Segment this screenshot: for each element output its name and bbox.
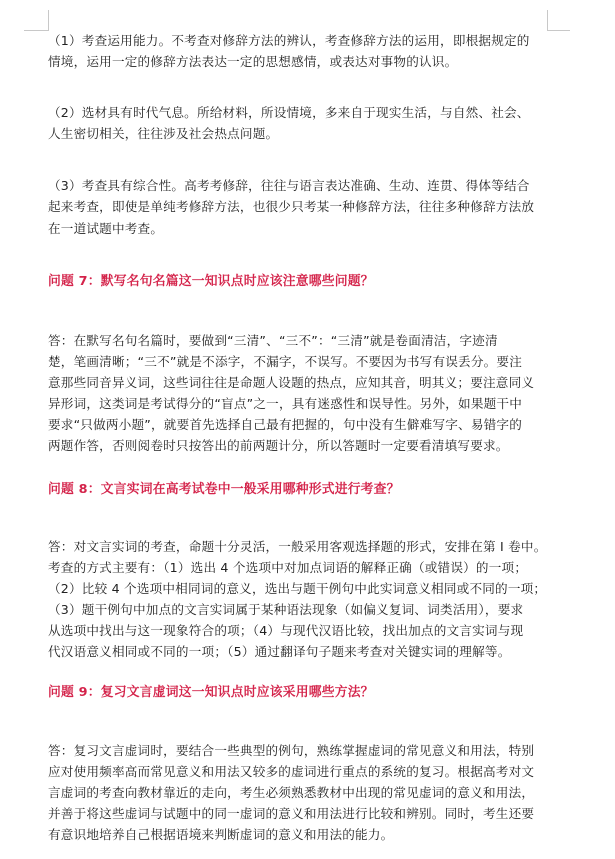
paragraph-3-line: 起来考查，即使是单纯考修辞方法，也很少只考某一种修辞方法，往往多种修辞方法放 bbox=[48, 199, 535, 214]
answer-9-line: 有意识地培养自己根据语境来判断虚词的意义和用法的能力。 bbox=[48, 827, 394, 842]
answer-9-line: 并善于将这些虚词与试题中的同一虚词的意义和用法进行比较和辨别。同时，考生还要 bbox=[48, 806, 535, 821]
answer-9-line: 应对使用频率高而常见意义和用法又较多的虚词进行重点的系统的复习。根据高考对文 bbox=[48, 764, 535, 779]
question-9-heading: 问题 9：复习文言虚词这一知识点时应该采用哪些方法？ bbox=[48, 685, 374, 700]
paragraph-2-line: （2）选材具有时代气息。所给材料，所设情境，多来自于现实生活，与自然、社会、 bbox=[48, 105, 530, 120]
paragraph-2-line: 人生密切相关，往往涉及社会热点问题。 bbox=[48, 126, 279, 141]
margin-corner-mark-top-right bbox=[547, 10, 570, 31]
answer-7-line: 要求“只做两小题”，就要首先选择自己最有把握的，句中没有生僻难写字、易错字的 bbox=[48, 417, 523, 432]
answer-8-line: （3）题干例句中加点的文言实词属于某种语法现象（如偏义复词、词类活用），要求 bbox=[48, 602, 524, 617]
answer-8-line: 代汉语意义相同或不同的一项；（5）通过翻译句子题来考查对关键实词的理解等。 bbox=[48, 644, 511, 659]
answer-8-line: 从选项中找出与这一现象符合的项；（4）与现代汉语比较，找出加点的文言实词与现 bbox=[48, 623, 524, 638]
answer-8-line: 答：对文言实词的考查，命题十分灵活，一般采用客观选择题的形式，安排在第 I 卷中。 bbox=[48, 539, 547, 554]
question-8-heading: 问题 8：文言实词在高考试卷中一般采用哪种形式进行考查？ bbox=[48, 482, 400, 497]
answer-9-line: 言虚词的考查向教材靠近的走向，考生必须熟悉教材中出现的常见虚词的意义和用法， bbox=[48, 785, 535, 800]
answer-9-line: 答：复习文言虚词时，要结合一些典型的例句，熟练掌握虚词的常见意义和用法，特别 bbox=[48, 743, 535, 758]
answer-7-line: 意那些同音异义词，这些词往往是命题人设题的热点，应知其音，明其义；要注意同义 bbox=[48, 375, 535, 390]
question-7-heading: 问题 7：默写名句名篇这一知识点时应该注意哪些问题？ bbox=[48, 274, 374, 289]
paragraph-1-line: 情境，运用一定的修辞方法表达一定的思想感情，或表达对事物的认识。 bbox=[48, 54, 458, 69]
answer-8-line: （2）比较 4 个选项中相同词的意义，选出与题干例句中此实词意义相同或不同的一项； bbox=[48, 581, 547, 596]
answer-8-line: 考查的方式主要有：（1）选出 4 个选项中对加点词语的解释正确（或错误）的一项； bbox=[48, 560, 528, 575]
answer-7-line: 答：在默写名句名篇时，要做到“三清”、“三不”：“三清”就是卷面清洁，字迹清 bbox=[48, 333, 498, 348]
paragraph-3-line: （3）考查具有综合性。高考考修辞，往往与语言表达准确、生动、连贯、得体等结合 bbox=[48, 178, 530, 193]
answer-7-line: 楚，笔画清晰；“三不”就是不添字，不漏字，不误写。不要因为书写有误丢分。要注 bbox=[48, 354, 523, 369]
answer-7-line: 异形词，这类词是考试得分的“盲点”之一，具有迷惑性和误导性。另外，如果题干中 bbox=[48, 396, 523, 411]
paragraph-1-line: （1）考查运用能力。不考查对修辞方法的辨认，考查修辞方法的运用，即根据规定的 bbox=[48, 33, 530, 48]
answer-7-line: 两题作答，否则阅卷时只按答出的前两题计分，所以答题时一定要看清填写要求。 bbox=[48, 438, 509, 453]
paragraph-3-line: 在一道试题中考查。 bbox=[48, 221, 164, 236]
margin-corner-mark-top-left bbox=[24, 10, 49, 31]
